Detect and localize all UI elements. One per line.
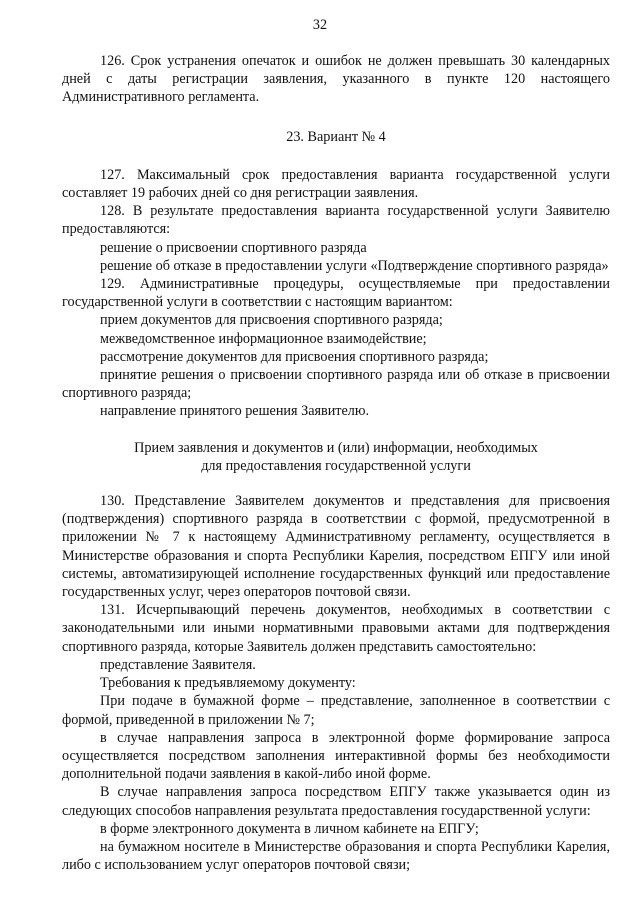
delivery-option-2: на бумажном носителе в Министерстве образования и спорта Республики Карелия, либо с использованием услуг операторов почтовой связи; [62, 838, 610, 874]
requirements-heading: Требования к предъявляемому документу: [100, 675, 356, 692]
paper-form-requirement: При подаче в бумажной форме – представление, заполненное в соответствии с формой, приведенной в приложении № 7; [62, 693, 610, 728]
document-item: представление Заявителя. [100, 656, 256, 673]
subsection-heading-line-2: для предоставления государственной услуги [201, 457, 471, 474]
page-body [62, 52, 610, 874]
subsection-heading-line-1: Прием заявления и документов и (или) информации, необходимых [134, 439, 538, 456]
epgu-delivery-paragraph: В случае направления запроса посредством ЕПГУ также указывается один из следующих способов направления результата предоставления государственной услуги: [62, 784, 610, 819]
page-number: 32 [312, 17, 328, 33]
paragraph-126: 126. Срок устранения опечаток и ошибок не должен превышать 30 календарных дней с даты регистрации заявления, указанного в пункте 120 настоящего Административного регламента. [62, 53, 610, 106]
paragraph-130: 130. Представление Заявителем документов и представления для присвоения (подтверждения) спортивного разряда в соответствии с формой, предусмотренной в приложении № 7 к настоящему Административному регламенту, осуществляется в Министерстве образования и спорта Республики Карелия, посредством ЕПГУ или иной системы, автоматизирующей исполнение государственных функций или предоставление государственных услуг, через операторов почтовой связи. [62, 493, 610, 601]
result-item-1: решение о присвоении спортивного разряда [100, 239, 367, 256]
section-heading-variant-4: 23. Вариант № 4 [286, 128, 386, 145]
procedure-item-5: направление принятого решения Заявителю. [100, 403, 370, 420]
procedure-item-3: рассмотрение документов для присвоения спортивного разряда; [100, 348, 489, 365]
paragraph-128: 128. В результате предоставления варианта государственной услуги Заявителю предоставляются: [62, 203, 610, 238]
paragraph-127: 127. Максимальный срок предоставления варианта государственной услуги составляет 19 рабочих дней со дня регистрации заявления. [62, 166, 610, 202]
procedure-item-1: прием документов для присвоения спортивного разряда; [100, 312, 443, 329]
delivery-option-1: в форме электронного документа в личном кабинете на ЕПГУ; [100, 820, 479, 837]
procedure-item-4: принятие решения о присвоении спортивного разряда или об отказе в присвоении спортивного разряда; [62, 367, 610, 402]
result-item-2: решение об отказе в предоставлении услуги «Подтверждение спортивного разряда» [100, 257, 609, 274]
paragraph-131: 131. Исчерпывающий перечень документов, необходимых в соответствии с законодательными или иными нормативными правовыми актами для подтверждения спортивного разряда, которые Заявитель должен представить самостоятельно: [62, 602, 610, 655]
paragraph-129: 129. Административные процедуры, осуществляемые при предоставлении государственной услуги в соответствии с настоящим вариантом: [62, 276, 610, 311]
electronic-form-requirement: в случае направления запроса в электронной форме формирование запроса осуществляется посредством заполнения интерактивной формы без необходимости дополнительной подачи заявления в какой-либо иной форме. [62, 729, 610, 783]
procedure-item-2: межведомственное информационное взаимодействие; [100, 330, 427, 347]
